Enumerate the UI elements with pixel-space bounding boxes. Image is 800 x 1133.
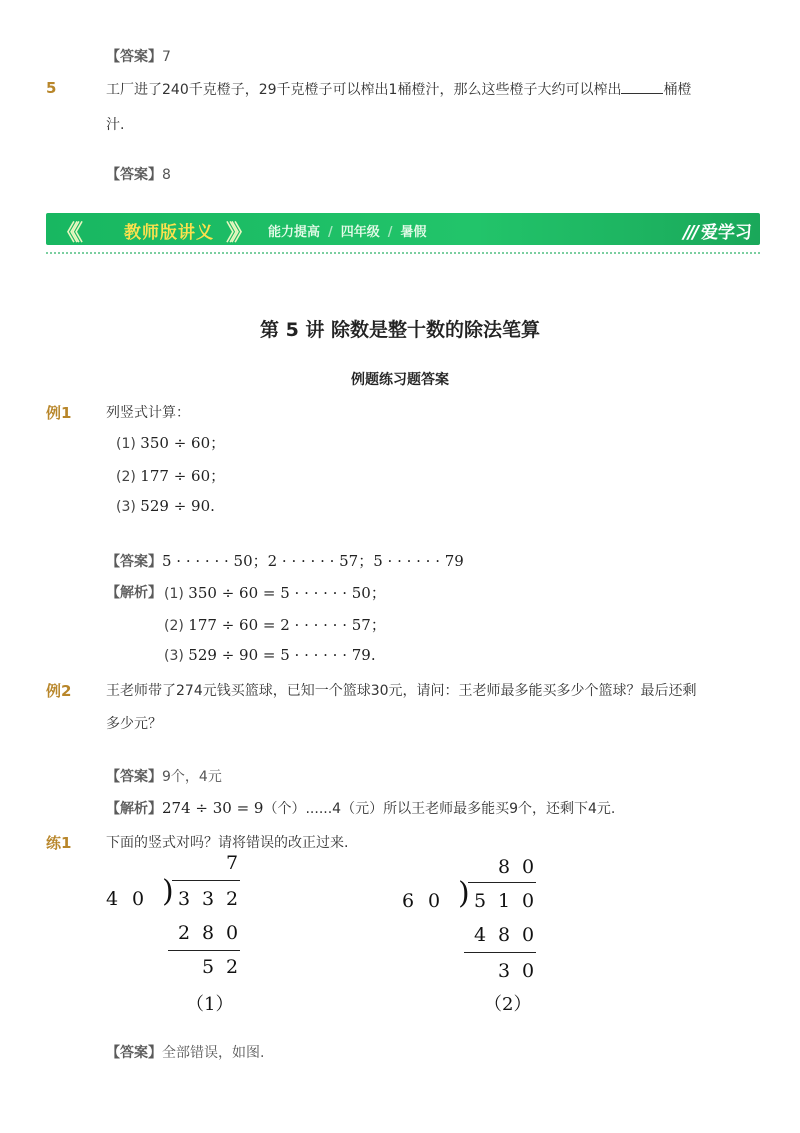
dividend-digit: 3 (178, 888, 191, 910)
division-bracket: ) (162, 874, 174, 909)
lecture-banner (46, 213, 760, 245)
analysis-tag: 【解析】 (106, 585, 162, 601)
answer-value: 9个，4元 (162, 769, 222, 785)
product-digit: 4 (474, 924, 487, 946)
divisor-digit: 0 (132, 888, 145, 910)
banner-title: 教师版讲义 (124, 223, 214, 243)
chevron-left-icon: 《《 (56, 221, 78, 245)
example-label: 例2 (46, 682, 72, 700)
question-5-line2: 汁. (106, 117, 125, 133)
example-2-answer (106, 766, 222, 786)
dividend-digit: 5 (474, 890, 487, 912)
division-bar (172, 880, 240, 881)
practice-1-prompt: 下面的竖式对吗？请将错误的改正过来. (106, 835, 349, 851)
analysis-expression: 177 ÷ 60 = 2 · · · · · · 57； (188, 616, 386, 634)
item-index: (1) (116, 436, 136, 452)
answer-value: 7 (162, 49, 171, 65)
dividend-digit: 0 (522, 890, 535, 912)
breadcrumb-separator: / (387, 225, 393, 240)
practice-1-answer (106, 1042, 264, 1062)
divisor-digit: 4 (106, 888, 119, 910)
answer-tag: 【答案】 (106, 1045, 162, 1061)
example-2-text-line1: 王老师带了274元钱买篮球，已知一个篮球30元，请问：王老师最多能买多少个篮球？最后还剩 (106, 683, 697, 699)
analysis-expression: 274 ÷ 30 = 9 (162, 799, 264, 817)
dividend-digit: 3 (202, 888, 215, 910)
answer-value: 8 (162, 167, 171, 183)
analysis-tag: 【解析】 (106, 801, 162, 817)
example-1-answer (106, 550, 464, 571)
question-5-text-a: 工厂进了240千克橙子，29千克橙子可以榨出1桶橙汁，那么这些橙子大约可以榨出 (106, 82, 622, 98)
page-title: 第 5 讲 除数是整十数的除法笔算 (259, 319, 541, 341)
quotient-digit: 8 (498, 856, 511, 878)
remainder-digit: 3 (498, 960, 511, 982)
answer-value: 5 · · · · · · 50；2 · · · · · · 57；5 · · · · · · 79 (162, 552, 464, 570)
practice-label: 练1 (46, 834, 72, 852)
quotient-digit: 7 (226, 852, 239, 874)
breadcrumb-item: 暑假 (400, 225, 427, 240)
product-digit: 0 (522, 924, 535, 946)
subtraction-line (168, 950, 240, 951)
example-2-analysis (106, 798, 615, 818)
analysis-line (164, 646, 376, 664)
item-index: (3) (164, 648, 184, 664)
answer-blank (621, 79, 663, 94)
answer-tag: 【答案】 (106, 167, 162, 183)
item-index: (2) (116, 469, 136, 485)
long-division-1 (100, 848, 260, 1018)
analysis-line (164, 582, 386, 603)
figure-caption: （1） (186, 994, 234, 1015)
quotient-digit: 0 (522, 856, 535, 878)
product-digit: 0 (226, 922, 239, 944)
answer-tag: 【答案】 (106, 769, 162, 785)
question-5-line1 (106, 79, 691, 99)
example-1-item (116, 432, 225, 453)
breadcrumb-item: 四年级 (340, 225, 380, 240)
example-label: 例1 (46, 404, 72, 422)
answer-tag: 【答案】 (106, 554, 162, 570)
item-expression: 350 ÷ 60； (140, 434, 226, 452)
item-expression: 529 ÷ 90. (140, 497, 215, 515)
long-division-2 (396, 848, 556, 1018)
question-number: 5 (46, 79, 57, 97)
breadcrumb-separator: / (328, 225, 333, 240)
dividend-digit: 2 (226, 888, 239, 910)
chevron-right-icon: 》》 (226, 221, 248, 245)
product-digit: 8 (498, 924, 511, 946)
divisor-digit: 6 (402, 890, 415, 912)
product-digit: 8 (202, 922, 215, 944)
breadcrumb-item: 能力提高 (268, 225, 321, 240)
logo-mark-icon: /// (683, 222, 697, 243)
question-5-text-b: 桶橙 (663, 82, 692, 98)
brand-logo (683, 218, 752, 243)
analysis-expression: 350 ÷ 60 = 5 · · · · · · 50； (188, 584, 386, 602)
remainder-digit: 0 (522, 960, 535, 982)
example-1-analysis-tag (106, 582, 162, 602)
division-bracket: ) (458, 876, 470, 911)
remainder-digit: 5 (202, 956, 215, 978)
analysis-line (164, 614, 386, 635)
division-bar (468, 882, 536, 883)
question-5-answer (106, 164, 171, 184)
remainder-digit: 2 (226, 956, 239, 978)
banner-divider (46, 252, 760, 254)
item-index: (3) (116, 499, 136, 515)
answer-value: 全部错误，如图. (162, 1045, 265, 1061)
item-expression: 177 ÷ 60； (140, 467, 226, 485)
item-index: (1) (164, 586, 184, 602)
logo-text: 爱学习 (701, 223, 752, 243)
divisor-digit: 0 (428, 890, 441, 912)
example-1-prompt: 列竖式计算： (106, 405, 190, 421)
dividend-digit: 1 (498, 890, 511, 912)
prev-answer (106, 46, 171, 66)
banner-breadcrumb (268, 221, 427, 240)
answer-tag: 【答案】 (106, 49, 162, 65)
example-1-item (116, 465, 225, 486)
example-1-item (116, 497, 215, 515)
product-digit: 2 (178, 922, 191, 944)
subtraction-line (464, 952, 536, 953)
analysis-text: （个）......4（元）所以王老师最多能买9个，还剩下4元. (263, 801, 616, 817)
example-2-text-line2: 多少元？ (106, 716, 162, 732)
figure-caption: （2） (484, 994, 532, 1015)
page-subtitle: 例题练习题答案 (351, 372, 449, 388)
analysis-expression: 529 ÷ 90 = 5 · · · · · · 79. (188, 646, 376, 664)
item-index: (2) (164, 618, 184, 634)
